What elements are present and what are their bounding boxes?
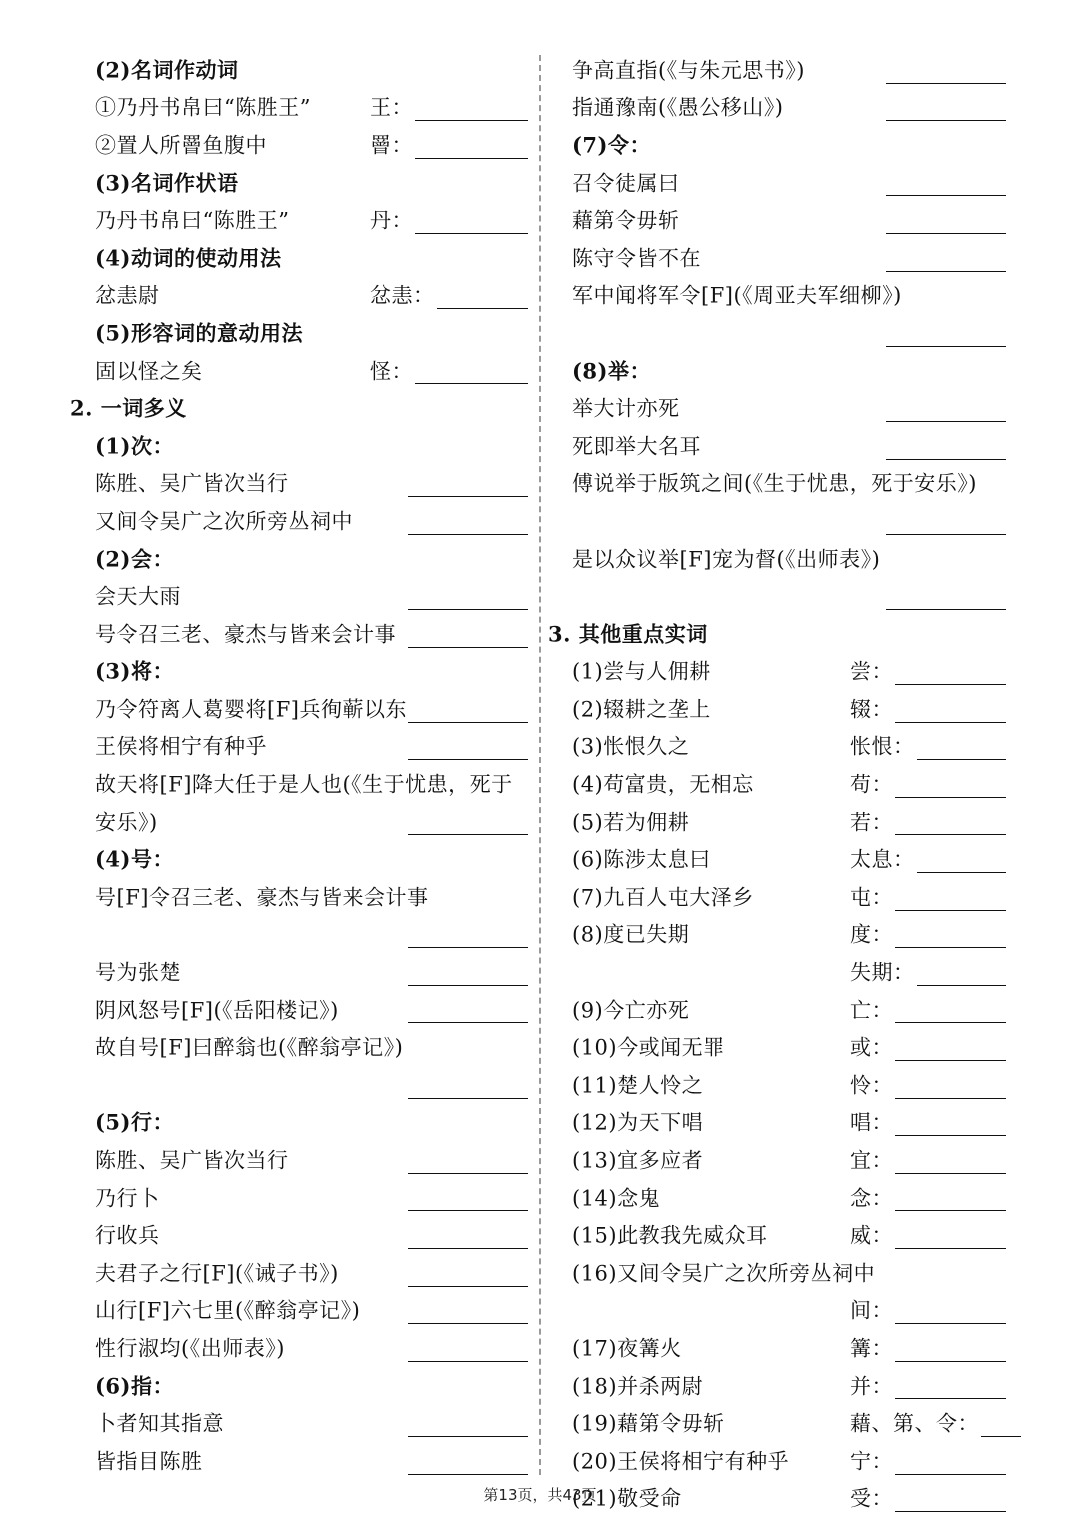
exercise-item	[548, 992, 1018, 1030]
exercise-item	[548, 390, 1018, 428]
exercise-item	[62, 1217, 532, 1255]
item-text: (15)此教我先威众耳	[572, 1223, 768, 1248]
answer-blank[interactable]	[408, 722, 528, 723]
answer-blank[interactable]	[408, 1286, 528, 1287]
exercise-item	[548, 1142, 1018, 1180]
item-text: 阴风怒号[F](《岳阳楼记》)	[95, 998, 339, 1023]
item-text: 又间令吴广之次所旁丛祠中	[95, 509, 353, 534]
item-text: (6)指：	[95, 1373, 174, 1399]
answer-blank[interactable]	[408, 1098, 528, 1099]
subheading	[548, 353, 1018, 391]
item-text: (18)并杀两尉	[572, 1374, 704, 1399]
exercise-item	[62, 1255, 532, 1293]
answer-blank[interactable]	[895, 947, 1006, 948]
exercise-item	[62, 729, 532, 767]
exercise-item	[548, 1217, 1018, 1255]
answer-blank[interactable]	[408, 834, 528, 835]
exercise-item	[62, 1142, 532, 1180]
subheading	[62, 1368, 532, 1406]
item-text: (1)尝与人佣耕	[572, 659, 711, 684]
item-text: (21)敬受命	[572, 1486, 682, 1511]
exercise-item	[62, 1405, 532, 1443]
item-text: 号[F]令召三老、豪杰与皆来会计事	[95, 885, 429, 910]
answer-blank[interactable]	[415, 158, 528, 159]
answer-label: 失期：	[850, 960, 915, 985]
answer-label: 忿恚：	[370, 283, 435, 308]
answer-blank[interactable]	[895, 722, 1006, 723]
subheading	[62, 240, 532, 278]
exercise-item	[548, 691, 1018, 729]
item-text: 藉第令毋斩	[572, 208, 680, 233]
exercise-text-line	[548, 466, 1018, 504]
item-text: 乃行卜	[95, 1186, 160, 1211]
answer-label: 怪：	[370, 359, 413, 384]
item-text: (19)藉第令毋斩	[572, 1411, 725, 1436]
exercise-item	[548, 954, 1018, 992]
answer-blank[interactable]	[895, 1210, 1006, 1211]
exercise-item	[62, 503, 532, 541]
item-text: 2. 一词多义	[70, 395, 187, 421]
item-text: (13)宜多应者	[572, 1148, 704, 1173]
item-text: (7)九百人屯大泽乡	[572, 885, 754, 910]
subheading	[62, 841, 532, 879]
exercise-item	[548, 1330, 1018, 1368]
item-text: 陈守令皆不在	[572, 246, 701, 271]
answer-blank[interactable]	[415, 120, 528, 121]
right-column	[548, 52, 1018, 1518]
item-text: (1)次：	[95, 433, 174, 459]
item-text: (2)辍耕之垄上	[572, 697, 711, 722]
answer-blank[interactable]	[917, 985, 1007, 986]
item-text: (16)又间令吴广之次所旁丛祠中	[572, 1261, 876, 1286]
answer-blank[interactable]	[895, 1022, 1006, 1023]
answer-blank[interactable]	[895, 1361, 1006, 1362]
item-text: 夫君子之行[F](《诫子书》)	[95, 1261, 339, 1286]
exercise-item	[548, 917, 1018, 955]
item-text: 卜者知其指意	[95, 1411, 224, 1436]
exercise-item	[62, 1443, 532, 1481]
item-text: 傅说举于版筑之间(《生于忧患，死于安乐》)	[572, 471, 977, 496]
exercise-item	[548, 1443, 1018, 1481]
item-text: 指通豫南(《愚公移山》)	[572, 95, 784, 120]
item-text: 举大计亦死	[572, 396, 680, 421]
exercise-item	[62, 954, 532, 992]
item-text: 行收兵	[95, 1223, 160, 1248]
item-text: 争高直指(《与朱元思书》)	[572, 58, 805, 83]
item-text: (4)号：	[95, 846, 174, 872]
column-divider	[539, 55, 541, 1475]
exercise-item	[62, 353, 532, 391]
answer-label: 威：	[850, 1223, 893, 1248]
exercise-item	[62, 917, 532, 955]
item-text: (8)举：	[572, 358, 651, 384]
answer-blank[interactable]	[917, 872, 1007, 873]
item-text: (11)楚人怜之	[572, 1073, 704, 1098]
exercise-item	[548, 52, 1018, 90]
answer-label: 若：	[850, 810, 893, 835]
item-text: 性行淑均(《出师表》)	[95, 1336, 285, 1361]
exercise-item	[548, 578, 1018, 616]
exercise-item	[548, 315, 1018, 353]
answer-label: 亡：	[850, 998, 893, 1023]
exercise-item	[62, 1180, 532, 1218]
answer-blank[interactable]	[895, 1173, 1006, 1174]
exercise-item	[548, 202, 1018, 240]
subheading	[548, 127, 1018, 165]
answer-blank[interactable]	[886, 346, 1006, 347]
answer-blank[interactable]	[895, 1398, 1006, 1399]
answer-blank[interactable]	[886, 233, 1006, 234]
item-text: 3. 其他重点实词	[548, 621, 708, 647]
item-text: 是以众议举[F]宠为督(《出师表》)	[572, 547, 881, 572]
answer-label: 或：	[850, 1035, 893, 1060]
answer-blank[interactable]	[886, 421, 1006, 422]
subheading	[62, 428, 532, 466]
exercise-item	[62, 466, 532, 504]
exercise-text-line	[548, 1255, 1018, 1293]
exercise-item	[62, 1330, 532, 1368]
answer-label: 间：	[850, 1298, 893, 1323]
item-text: (2)名词作动词	[95, 57, 239, 83]
exercise-item	[62, 90, 532, 128]
answer-blank[interactable]	[895, 797, 1006, 798]
answer-blank[interactable]	[895, 684, 1006, 685]
answer-label: 并：	[850, 1374, 893, 1399]
page-footer: 第13页，共43页	[483, 1486, 597, 1504]
answer-blank[interactable]	[408, 1436, 528, 1437]
answer-blank[interactable]	[408, 1474, 528, 1475]
item-text: 号令召三老、豪杰与皆来会计事	[95, 622, 396, 647]
exercise-text-line	[62, 879, 532, 917]
exercise-item	[548, 1293, 1018, 1331]
exercise-text-line	[548, 278, 1018, 316]
answer-blank[interactable]	[437, 308, 529, 309]
item-text: (3)名词作状语	[95, 170, 239, 196]
item-text: (9)今亡亦死	[572, 998, 690, 1023]
answer-blank[interactable]	[408, 759, 528, 760]
answer-blank[interactable]	[981, 1436, 1021, 1437]
answer-label: 屯：	[850, 885, 893, 910]
exercise-item	[548, 1067, 1018, 1105]
answer-label: 受：	[850, 1486, 893, 1511]
exercise-text-line	[548, 541, 1018, 579]
item-text: 皆指目陈胜	[95, 1449, 203, 1474]
item-text: (5)行：	[95, 1109, 174, 1135]
item-text: (5)若为佣耕	[572, 810, 690, 835]
left-column	[62, 52, 532, 1481]
item-text: 军中闻将军令[F](《周亚夫军细柳》)	[572, 283, 902, 308]
answer-blank[interactable]	[895, 1060, 1006, 1061]
answer-blank[interactable]	[408, 1361, 528, 1362]
answer-blank[interactable]	[895, 1098, 1006, 1099]
item-text: 乃丹书帛曰“陈胜王”	[95, 208, 290, 233]
answer-blank[interactable]	[408, 609, 528, 610]
item-text: (17)夜篝火	[572, 1336, 682, 1361]
exercise-item	[548, 165, 1018, 203]
exercise-item	[62, 1067, 532, 1105]
section-heading	[62, 390, 532, 428]
exercise-item	[62, 804, 532, 842]
answer-label: 辍：	[850, 697, 893, 722]
item-text: (20)王侯将相宁有种乎	[572, 1449, 790, 1474]
answer-blank[interactable]	[415, 233, 528, 234]
item-text: 召令徒属曰	[572, 171, 680, 196]
answer-label: 宁：	[850, 1449, 893, 1474]
answer-label: 怜：	[850, 1073, 893, 1098]
subheading	[62, 165, 532, 203]
answer-blank[interactable]	[886, 459, 1006, 460]
answer-blank[interactable]	[408, 985, 528, 986]
answer-label: 罾：	[370, 133, 413, 158]
exercise-item	[548, 1029, 1018, 1067]
item-text: ①乃丹书帛曰“陈胜王”	[95, 95, 311, 120]
subheading	[62, 541, 532, 579]
item-text: (2)会：	[95, 546, 174, 572]
item-text: 故天将[F]降大任于是人也(《生于忧患，死于	[95, 772, 513, 797]
exercise-item	[62, 202, 532, 240]
exercise-item	[548, 879, 1018, 917]
answer-blank[interactable]	[895, 910, 1006, 911]
answer-blank[interactable]	[895, 1323, 1006, 1324]
answer-blank[interactable]	[886, 83, 1006, 84]
item-text: 陈胜、吴广皆次当行	[95, 471, 289, 496]
answer-blank[interactable]	[408, 1210, 528, 1211]
item-text: (3)将：	[95, 658, 174, 684]
item-text: (8)度已失期	[572, 922, 690, 947]
answer-label: 尝：	[850, 659, 893, 684]
answer-label: 篝：	[850, 1336, 893, 1361]
answer-blank[interactable]	[408, 496, 528, 497]
subheading	[62, 52, 532, 90]
exercise-item	[62, 992, 532, 1030]
answer-blank[interactable]	[408, 947, 528, 948]
answer-blank[interactable]	[886, 609, 1006, 610]
answer-label: 唱：	[850, 1110, 893, 1135]
exercise-item	[548, 729, 1018, 767]
item-text: (5)形容词的意动用法	[95, 320, 303, 346]
exercise-item	[62, 1293, 532, 1331]
answer-blank[interactable]	[895, 1511, 1006, 1512]
answer-blank[interactable]	[886, 120, 1006, 121]
answer-label: 丹：	[370, 208, 413, 233]
answer-blank[interactable]	[895, 1248, 1006, 1249]
item-text: ②置人所罾鱼腹中	[95, 133, 267, 158]
item-text: (10)今或闻无罪	[572, 1035, 725, 1060]
exercise-item	[62, 278, 532, 316]
answer-label: 苟：	[850, 772, 893, 797]
item-text: 陈胜、吴广皆次当行	[95, 1148, 289, 1173]
answer-label: 念：	[850, 1186, 893, 1211]
item-text: (6)陈涉太息曰	[572, 847, 711, 872]
exercise-item	[548, 503, 1018, 541]
exercise-item	[548, 654, 1018, 692]
answer-blank[interactable]	[408, 1173, 528, 1174]
item-text: (4)动词的使动用法	[95, 245, 282, 271]
item-text: 故自号[F]曰醉翁也(《醉翁亭记》)	[95, 1035, 404, 1060]
exercise-item	[548, 90, 1018, 128]
answer-label: 怅恨：	[850, 734, 915, 759]
item-text: 山行[F]六七里(《醉翁亭记》)	[95, 1298, 361, 1323]
answer-blank[interactable]	[886, 534, 1006, 535]
item-text: (7)令：	[572, 132, 651, 158]
item-text: 王侯将相宁有种乎	[95, 734, 267, 759]
exercise-item	[548, 1368, 1018, 1406]
item-text: 会天大雨	[95, 584, 181, 609]
answer-label: 藉、第、令：	[850, 1411, 979, 1436]
answer-label: 宜：	[850, 1148, 893, 1173]
answer-blank[interactable]	[408, 1323, 528, 1324]
subheading	[62, 654, 532, 692]
exercise-item	[548, 804, 1018, 842]
answer-blank[interactable]	[886, 195, 1006, 196]
answer-blank[interactable]	[408, 1022, 528, 1023]
answer-blank[interactable]	[415, 383, 528, 384]
item-text: 乃令符离人葛婴将[F]兵徇蕲以东	[95, 697, 407, 722]
answer-blank[interactable]	[408, 1248, 528, 1249]
item-text: 固以怪之矣	[95, 359, 203, 384]
exercise-item	[548, 841, 1018, 879]
item-text: 死即举大名耳	[572, 434, 701, 459]
exercise-text-line	[62, 766, 532, 804]
answer-blank[interactable]	[895, 834, 1006, 835]
answer-label: 度：	[850, 922, 893, 947]
section-heading	[548, 616, 1018, 654]
exercise-item	[548, 1405, 1018, 1443]
exercise-item	[548, 1180, 1018, 1218]
item-text: (3)怅恨久之	[572, 734, 690, 759]
exercise-item	[548, 766, 1018, 804]
exercise-item	[548, 240, 1018, 278]
subheading	[62, 1105, 532, 1143]
exercise-item	[548, 428, 1018, 466]
answer-blank[interactable]	[895, 1135, 1006, 1136]
exercise-item	[62, 127, 532, 165]
item-text: (14)念鬼	[572, 1186, 661, 1211]
exercise-item	[62, 616, 532, 654]
item-text: (12)为天下唱	[572, 1110, 704, 1135]
item-text: (4)苟富贵，无相忘	[572, 772, 754, 797]
answer-blank[interactable]	[408, 534, 528, 535]
answer-blank[interactable]	[895, 1474, 1006, 1475]
item-text: 安乐》)	[95, 810, 158, 835]
exercise-item	[62, 691, 532, 729]
subheading	[62, 315, 532, 353]
answer-label: 王：	[370, 95, 413, 120]
item-text: 号为张楚	[95, 960, 181, 985]
answer-label: 太息：	[850, 847, 915, 872]
exercise-item	[62, 578, 532, 616]
exercise-text-line	[62, 1029, 532, 1067]
answer-blank[interactable]	[886, 271, 1006, 272]
exercise-item	[548, 1105, 1018, 1143]
answer-blank[interactable]	[917, 759, 1007, 760]
answer-blank[interactable]	[408, 647, 528, 648]
item-text: 忿恚尉	[95, 283, 160, 308]
